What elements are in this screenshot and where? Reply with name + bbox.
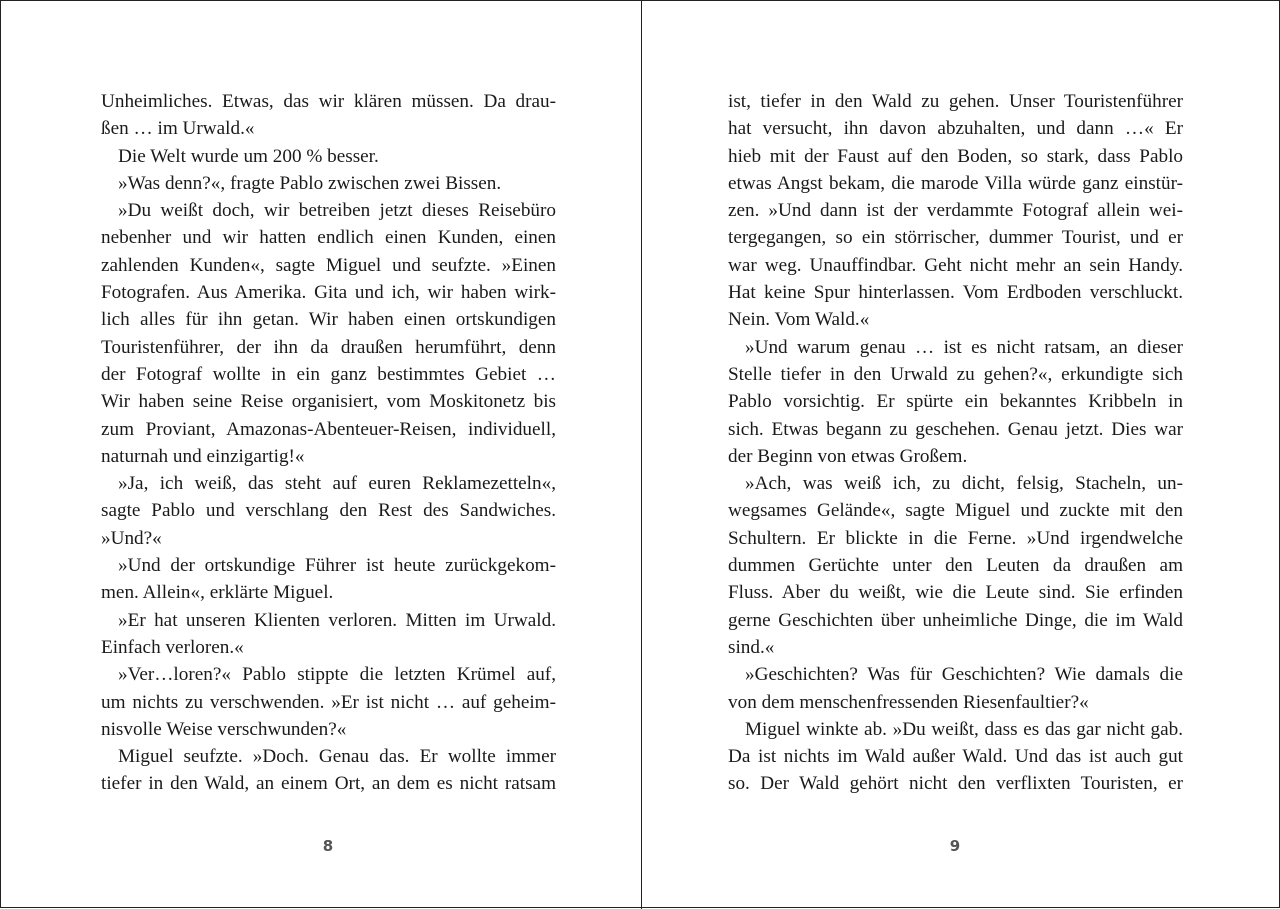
text-line: ßen … im Urwald.« <box>101 118 255 140</box>
text-line: etwas Angst bekam, die marode Villa würde ganz einstür- <box>728 172 1183 194</box>
text-line: »Ach, was weiß ich, zu dicht, felsig, Stacheln, un- <box>745 473 1183 495</box>
text-line: wegsames Gelände«, sagte Miguel und zuckte mit den <box>728 500 1183 522</box>
text-line: Wir haben seine Reise organisiert, vom Moskitonetz bis <box>101 391 556 413</box>
text-line: Pablo vorsichtig. Er spürte ein bekanntes Kribbeln in <box>728 391 1183 413</box>
text-line: so. Der Wald gehört nicht den verflixten Touristen, er <box>728 773 1183 795</box>
right-page-number: 9 <box>949 837 961 855</box>
text-line: men. Allein«, erklärte Miguel. <box>101 582 334 604</box>
left-page-text <box>101 88 556 798</box>
text-line: »Ver…loren?« Pablo stippte die letzten Krümel auf, <box>118 664 556 686</box>
text-line: Stelle tiefer in den Urwald zu gehen?«, erkundigte sich <box>728 363 1183 385</box>
text-line: lich alles für ihn getan. Wir haben einen ortskundigen <box>101 309 556 331</box>
text-line: »Und?« <box>101 527 162 549</box>
text-line: sich. Etwas begann zu geschehen. Genau jetzt. Dies war <box>728 418 1183 440</box>
text-line: Da ist nichts im Wald außer Wald. Und das ist auch gut <box>728 746 1183 768</box>
text-line: Schultern. Er blickte in die Ferne. »Und irgendwelche <box>728 527 1183 549</box>
text-line: »Du weißt doch, wir betreiben jetzt dieses Reisebüro <box>118 200 556 222</box>
text-line: hieb mit der Faust auf den Boden, so stark, dass Pablo <box>728 145 1183 167</box>
text-line: »Und warum genau … ist es nicht ratsam, an dieser <box>745 336 1183 358</box>
text-line: nisvolle Weise verschwunden?« <box>101 718 347 740</box>
text-line: naturnah und einzigartig!« <box>101 445 305 467</box>
text-line: »Ja, ich weiß, das steht auf euren Reklamezetteln«, <box>118 473 556 495</box>
text-line: tiefer in den Wald, an einem Ort, an dem es nicht ratsam <box>101 773 556 795</box>
text-line: »Er hat unseren Klienten verloren. Mitten im Urwald. <box>118 609 556 631</box>
text-line: Hat keine Spur hinterlassen. Vom Erdboden verschluckt. <box>728 282 1183 304</box>
text-line: nebenher und wir hatten endlich einen Kunden, einen <box>101 227 556 249</box>
text-line: Einfach verloren.« <box>101 636 244 658</box>
text-line: gerne Geschichten über unheimliche Dinge, die im Wald <box>728 609 1183 631</box>
text-line: der Fotograf wollte in ein ganz bestimmtes Gebiet … <box>101 363 556 385</box>
text-line: sind.« <box>728 636 775 658</box>
text-line: Unheimliches. Etwas, das wir klären müssen. Da drau- <box>101 91 556 112</box>
text-line: »Was denn?«, fragte Pablo zwischen zwei Bissen. <box>118 172 502 194</box>
right-page-text <box>728 88 1183 798</box>
text-line: Fotografen. Aus Amerika. Gita und ich, wir haben wirk- <box>101 282 556 304</box>
text-line: »Und der ortskundige Führer ist heute zurückgekom- <box>118 555 556 577</box>
text-line: Die Welt wurde um 200 % besser. <box>118 145 379 167</box>
text-line: sagte Pablo und verschlang den Rest des Sandwiches. <box>101 500 556 522</box>
text-line: tergegangen, so ein störrischer, dummer Tourist, und er <box>728 227 1183 249</box>
text-line: zahlenden Kunden«, sagte Miguel und seufzte. »Einen <box>101 254 556 276</box>
text-line: zen. »Und dann ist der verdammte Fotograf allein wei- <box>728 200 1183 222</box>
text-line: Miguel seufzte. »Doch. Genau das. Er wollte immer <box>118 746 556 768</box>
text-line: der Beginn von etwas Großem. <box>728 445 968 467</box>
text-line: Nein. Vom Wald.« <box>728 309 870 331</box>
text-line: Miguel winkte ab. »Du weißt, dass es das gar nicht gab. <box>745 718 1183 740</box>
text-line: hat versucht, ihn davon abzuhalten, und dann …« Er <box>728 118 1183 140</box>
text-line: von dem menschenfressenden Riesenfaultier?« <box>728 691 1089 713</box>
text-line: ist, tiefer in den Wald zu gehen. Unser Touristenführer <box>728 91 1183 112</box>
text-line: »Geschichten? Was für Geschichten? Wie damals die <box>745 664 1183 686</box>
text-line: Touristenführer, der ihn da draußen herumführt, denn <box>101 336 556 358</box>
text-line: war weg. Unauffindbar. Geht nicht mehr an sein Handy. <box>728 254 1183 276</box>
text-line: dummen Gerüchte unter den Leuten da draußen am <box>728 555 1183 577</box>
text-line: zum Proviant, Amazonas-Abenteuer-Reisen, individuell, <box>101 418 556 440</box>
left-page <box>1 1 641 909</box>
text-line: um nichts zu verschwenden. »Er ist nicht … auf geheim- <box>101 691 556 713</box>
left-page-number: 8 <box>322 837 334 855</box>
right-page <box>642 1 1280 909</box>
text-line: Fluss. Aber du weißt, wie die Leute sind. Sie erfinden <box>728 582 1183 604</box>
